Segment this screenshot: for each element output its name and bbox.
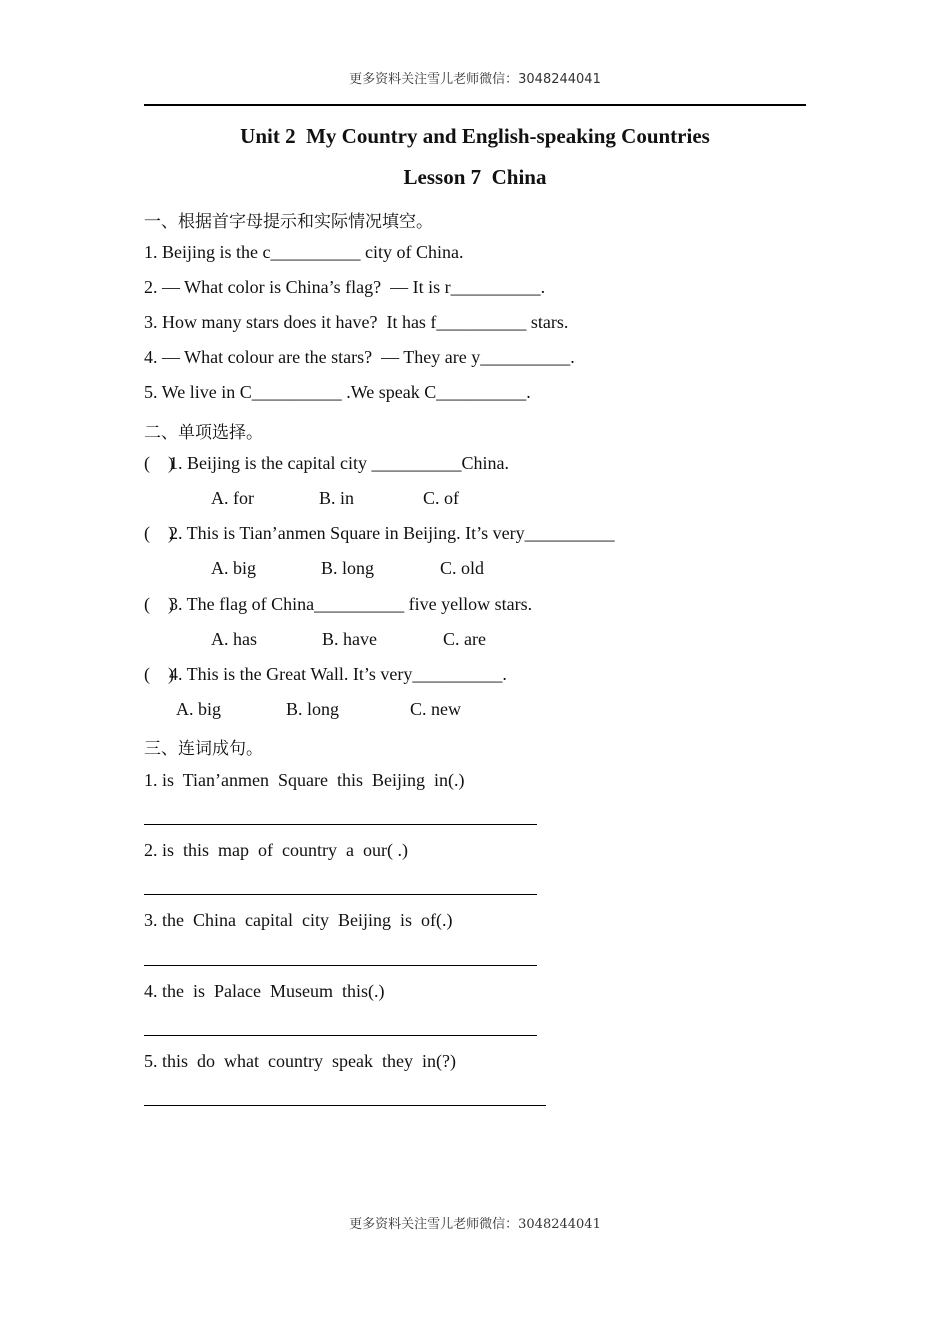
fill-item-1: 1. Beijing is the c__________ city of China. <box>144 242 464 262</box>
section3-heading: 三、连词成句。 <box>144 739 263 759</box>
answer-paren-2: ( ) <box>144 523 174 543</box>
answer-line-3 <box>144 965 537 966</box>
q4-option-a: A. big <box>176 699 221 719</box>
sentence-item-2: 2. is this map of country a our( .) <box>144 840 408 860</box>
q2-option-a: A. big <box>211 558 256 578</box>
page-footer: 更多资料关注雪儿老师微信：3048244041 <box>349 1217 601 1232</box>
answer-line-2 <box>144 894 537 895</box>
q4-option-b: B. long <box>286 699 340 719</box>
answer-line-4 <box>144 1035 537 1036</box>
sentence-item-4: 4. the is Palace Museum this(.) <box>144 981 385 1001</box>
section1-heading: 一、根据首字母提示和实际情况填空。 <box>144 212 433 232</box>
header-divider <box>144 104 806 106</box>
q2-option-b: B. long <box>321 558 375 578</box>
section2-heading: 二、单项选择。 <box>144 423 263 443</box>
q2-option-c: C. old <box>440 558 485 578</box>
q3-option-b: B. have <box>322 629 377 649</box>
answer-paren-4: ( ) <box>144 664 174 684</box>
question-2: 2. This is Tian’anmen Square in Beijing. It’s very__________ <box>169 523 615 543</box>
lesson-title: Lesson 7 China <box>403 165 547 189</box>
fill-item-4: 4. — What colour are the stars? — They are y__________. <box>144 347 575 367</box>
answer-paren-1: ( ) <box>144 453 174 473</box>
q3-option-c: C. are <box>443 629 486 649</box>
q1-option-b: B. in <box>319 488 355 508</box>
header-text: 更多资料关注雪儿老师微信：3048244041 <box>349 72 601 87</box>
q1-option-c: C. of <box>423 488 459 508</box>
fill-item-2: 2. — What color is China’s flag? — It is r__________. <box>144 277 546 297</box>
question-4: 4. This is the Great Wall. It’s very__________. <box>169 664 507 684</box>
answer-line-5 <box>144 1105 546 1106</box>
unit-title: Unit 2 My Country and English-speaking Countries <box>240 124 710 148</box>
question-3: 3. The flag of China__________ five yellow stars. <box>169 594 533 614</box>
sentence-item-3: 3. the China capital city Beijing is of(.) <box>144 910 453 930</box>
fill-item-3: 3. How many stars does it have? It has f__________ stars. <box>144 312 569 332</box>
sentence-item-1: 1. is Tian’anmen Square this Beijing in(.) <box>144 770 465 790</box>
answer-paren-3: ( ) <box>144 594 174 614</box>
fill-item-5: 5. We live in C__________ .We speak C__________. <box>144 382 531 402</box>
answer-line-1 <box>144 824 537 825</box>
sentence-item-5: 5. this do what country speak they in(?) <box>144 1051 456 1071</box>
question-1: 1. Beijing is the capital city __________China. <box>169 453 509 473</box>
q3-option-a: A. has <box>211 629 257 649</box>
q4-option-c: C. new <box>410 699 461 719</box>
q1-option-a: A. for <box>211 488 254 508</box>
